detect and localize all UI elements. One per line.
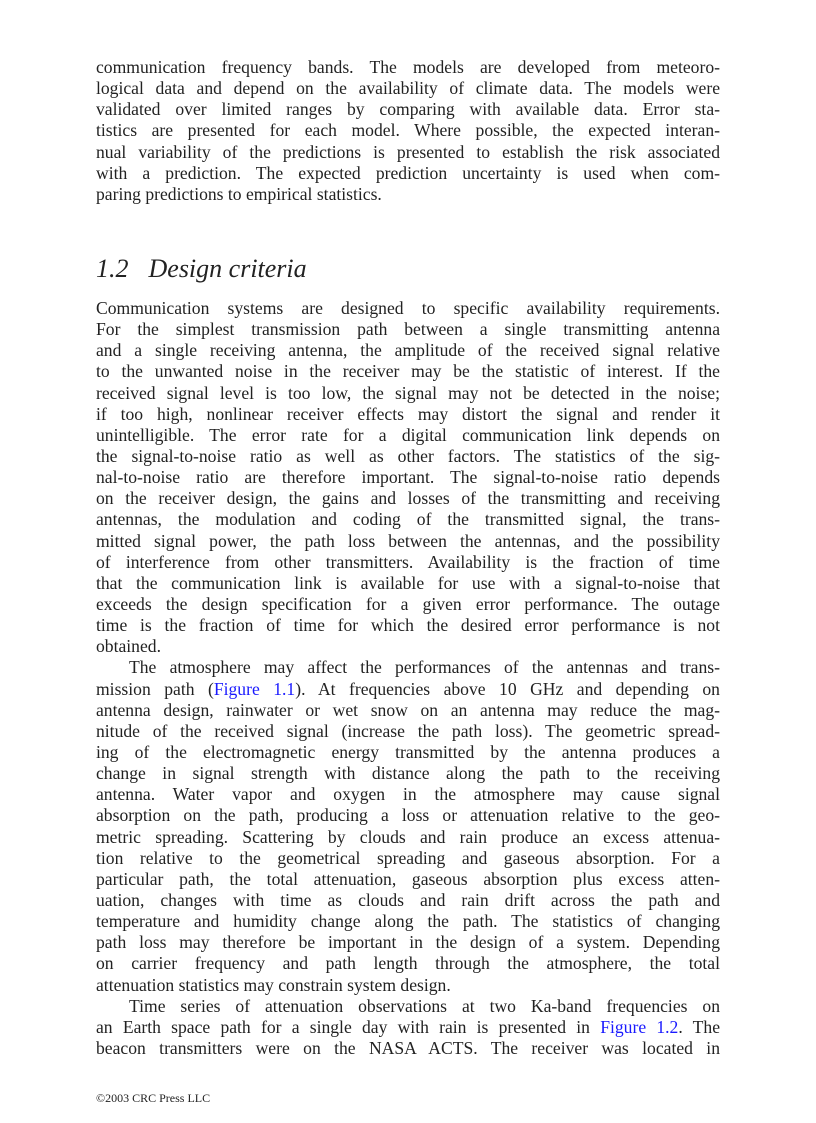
text-segment: an Earth space path for a single day with rain is presented in (96, 1016, 601, 1037)
text-line: uation, changes with time as clouds and rain drift across the path and (96, 889, 720, 910)
text-line: antennas, the modulation and coding of the transmitted signal, the trans- (96, 509, 720, 530)
text-line: if too high, nonlinear receiver effects may distort the signal and render it (96, 403, 720, 424)
section-number: 1.2 (96, 254, 129, 283)
text-line: particular path, the total attenuation, gaseous absorption plus excess atten- (96, 868, 720, 889)
text-line: nual variability of the predictions is presented to establish the risk associated (96, 141, 720, 162)
text-line: beacon transmitters were on the NASA ACTS. The receiver was located in (96, 1037, 720, 1058)
text-line: received signal level is too low, the signal may not be detected in the noise; (96, 382, 720, 403)
text-line: The atmosphere may affect the performances of the antennas and trans- (129, 657, 720, 678)
text-line: antenna. Water vapor and oxygen in the atmosphere may cause signal (96, 784, 720, 805)
text-line: that the communication link is available for use with a signal-to-noise that (96, 572, 720, 593)
text-segment: . The (678, 1016, 720, 1037)
text-line: exceeds the design specification for a given error performance. The outage (96, 593, 720, 614)
section-title: Design criteria (148, 254, 307, 283)
text-line: on the receiver design, the gains and losses of the transmitting and receiving (96, 488, 720, 509)
text-line: paring predictions to empirical statistics. (96, 183, 382, 204)
text-line (96, 1017, 720, 1038)
text-line: and a single receiving antenna, the amplitude of the received signal relative (96, 340, 720, 361)
text-line: nitude of the received signal (increase the path loss). The geometric spread- (96, 720, 720, 741)
text-line: communication frequency bands. The models are developed from meteoro- (96, 57, 720, 77)
text-line: temperature and humidity change along the path. The statistics of changing (96, 911, 720, 932)
text-line: unintelligible. The error rate for a digital communication link depends on (96, 424, 720, 445)
text-line: logical data and depend on the availability of climate data. The models were (96, 78, 720, 99)
text-line (96, 679, 720, 700)
text-line: metric spreading. Scattering by clouds and rain produce an excess attenua- (96, 826, 720, 847)
text-line: For the simplest transmission path between a single transmitting antenna (96, 319, 720, 340)
text-line: time is the fraction of time for which the desired error performance is not (96, 615, 720, 636)
text-segment: ). At frequencies above 10 GHz and depending on (295, 678, 720, 699)
text-line: antenna design, rainwater or wet snow on an antenna may reduce the mag- (96, 699, 720, 720)
intro-paragraph (96, 57, 720, 205)
text-line: ing of the electromagnetic energy transmitted by the antenna produces a (96, 741, 720, 762)
section-heading (96, 254, 307, 284)
text-line: nal-to-noise ratio are therefore important. The signal-to-noise ratio depends (96, 467, 720, 488)
text-line: to the unwanted noise in the receiver may be the statistic of interest. If the (96, 361, 720, 382)
text-line: mitted signal power, the path loss between the antennas, and the possibility (96, 530, 720, 551)
text-line: absorption on the path, producing a loss or attenuation relative to the geo- (96, 805, 720, 826)
figure-link[interactable]: Figure 1.1 (213, 678, 296, 699)
text-line: on carrier frequency and path length through the atmosphere, the total (96, 953, 720, 974)
text-line: validated over limited ranges by comparing with available data. Error sta- (96, 99, 720, 120)
copyright-footer: ©2003 CRC Press LLC (96, 1091, 211, 1105)
text-segment: mission path ( (96, 678, 214, 699)
text-line: with a prediction. The expected prediction uncertainty is used when com- (96, 162, 720, 183)
text-line: tistics are presented for each model. Where possible, the expected interan- (96, 120, 720, 141)
text-line: of interference from other transmitters. Availability is the fraction of time (96, 551, 720, 572)
text-line: Time series of attenuation observations at two Ka-band frequencies on (129, 995, 720, 1016)
text-line: change in signal strength with distance along the path to the receiving (96, 763, 720, 784)
text-line: the signal-to-noise ratio as well as other factors. The statistics of the sig- (96, 445, 720, 466)
section-body (96, 298, 720, 1059)
text-line: tion relative to the geometrical spreading and gaseous absorption. For a (96, 847, 720, 868)
text-line: Communication systems are designed to specific availability requirements. (96, 298, 720, 318)
figure-link[interactable]: Figure 1.2 (600, 1016, 679, 1037)
text-line: path loss may therefore be important in the design of a system. Depending (96, 932, 720, 953)
text-line: obtained. (96, 636, 161, 657)
text-line: attenuation statistics may constrain system design. (96, 974, 451, 995)
